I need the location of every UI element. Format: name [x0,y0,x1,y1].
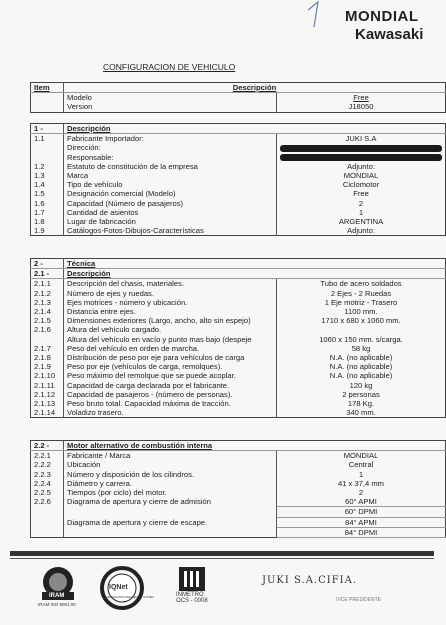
table-row [31,307,446,316]
row-value [277,325,446,334]
table-row [31,460,446,469]
row-value: 1100 mm. [344,307,378,317]
table-row [31,180,446,189]
row-label: Catálogos-Fotos-Dibujos-Características [64,226,277,236]
section-title: Técnica [64,259,446,269]
section-number: 1 - [31,124,64,134]
row-number: 2.1.13 [31,399,64,408]
row-number: 2.1.1 [31,279,64,289]
handwritten-mark [300,0,330,30]
row-value: Free [353,93,369,103]
row-value: Tubo de acero soldados [320,279,402,289]
section-2-2-table [30,440,446,538]
row-value: N.A. (no aplicable) [329,371,393,381]
table-row [31,208,446,217]
row-value: J18050 [348,102,374,112]
row-label: Fabricante Importador: [64,134,277,144]
row-label: Designación comercial (Modelo) [64,189,277,198]
table-row [31,153,446,162]
redacted-text [280,154,442,161]
table-row [31,298,446,307]
row-number: 1.1 [31,134,64,144]
table-row [31,507,446,517]
row-value: 1060 x 150 mm. s/carga. [319,334,403,344]
section-title: Descripción [64,269,446,279]
row-value: Central [348,460,374,470]
row-number: 2.1.6 [31,325,64,334]
table-row [31,488,446,497]
table-row [31,408,446,418]
row-number: 2.1.11 [31,381,64,390]
section-number: 2.1 - [31,269,64,279]
table-row [31,226,446,236]
row-label: Fabricante / Marca [64,451,277,461]
row-number: 2.1.7 [31,344,64,353]
footer-divider-thin [10,558,434,559]
row-value: 2 Ejes - 2 Ruedas [330,288,392,298]
redacted-text [280,145,442,152]
row-number: 2.2.6 [31,497,64,507]
section-title: Motor alternativo de combustión interna [64,441,446,451]
row-label: Altura del vehículo en vacío y punto mas bajo (despeje [64,335,277,344]
row-label: Cantidad de asientos [64,208,277,217]
inmetro-logo: INMETRO OCS - 0008 [170,567,214,611]
row-value: N.A. (no aplicable) [329,353,393,363]
row-label [64,527,277,537]
table-row [31,399,446,408]
row-value: ARGENTINA [338,217,384,227]
row-label: Capacidad de pasajeros - (número de personas). [64,390,277,399]
row-number: 2.2.5 [31,488,64,497]
row-number: 1.9 [31,226,64,236]
row-value: 1 [358,469,364,479]
row-number: 1.4 [31,180,64,189]
table-row [31,189,446,198]
row-label: Responsable: [64,153,277,162]
row-label: Descripción del chasis, materiales. [64,279,277,289]
section-heading-row [31,259,446,269]
table-row [31,289,446,298]
row-label: Número de ejes y ruedas. [64,289,277,298]
row-number: 2.1.8 [31,353,64,362]
table-row [31,199,446,208]
row-number: 2.1.5 [31,316,64,325]
row-number: 1.2 [31,162,64,171]
row-label: Peso por eje (vehículos de carga, remolques). [64,362,277,371]
row-number [31,527,64,537]
row-number [31,335,64,344]
row-number: 2.2.2 [31,460,64,469]
row-value: 178 Kg. [347,399,375,409]
table-row [31,217,446,226]
table-row [31,517,446,527]
row-value: 41 x 37,4 mm [337,478,384,488]
table-row [31,497,446,507]
footer-divider [10,551,434,556]
row-label: Diagrama de apertura y cierre de escape. [64,517,277,527]
table-row [31,371,446,380]
company-signature: JUKI S.A.CIFIA. [262,575,357,586]
row-value: N.A. (no aplicable) [329,362,393,372]
row-number: 1.5 [31,189,64,198]
row-label: Diámetro y carrera. [64,479,277,488]
iram-logo: IRAM IRAM ISO 9001:00 [40,566,76,610]
vehicle-summary-table [30,82,446,113]
section-number: 2 - [31,259,64,269]
table-row [31,143,446,152]
section-number: 2.2 - [31,441,64,451]
row-label: Dimensiones exteriores (Largo, ancho, alto sin espejo) [64,316,277,325]
row-number [31,143,64,152]
row-value: 1 Eje motriz - Trasero [324,297,398,307]
table-row [31,134,446,144]
row-number [31,102,64,112]
section-title: Descripción [64,124,446,134]
row-label: Marca [64,171,277,180]
row-label: Lugar de fabricación [64,217,277,226]
row-value: 2 [358,198,364,208]
row-number: 2.1.3 [31,298,64,307]
row-number: 2.1.12 [31,390,64,399]
row-value: Ciclomotor [342,180,380,190]
row-number: 2.2.1 [31,451,64,461]
row-value: 84° APMI [277,517,446,527]
row-number: 2.2.4 [31,479,64,488]
row-value: 1710 x 680 x 1060 mm. [321,316,401,326]
row-number: 1.3 [31,171,64,180]
row-label: Capacidad (Número de pasajeros) [64,199,277,208]
table-row [31,362,446,371]
row-number: 1.6 [31,199,64,208]
row-value: Free [353,189,369,199]
row-label: Distribución de peso por eje para vehículos de carga [64,353,277,362]
row-label [64,507,277,517]
row-label: Modelo [64,93,277,103]
row-number: 2.1.4 [31,307,64,316]
table-row [31,102,446,112]
row-value: 340 mm. [346,408,376,418]
row-label: Ejes motrices - número y ubicación. [64,298,277,307]
row-label: Version [64,102,277,112]
row-number: 2.1.14 [31,408,64,418]
row-label: Voladizo trasero. [64,408,277,418]
row-label: Estatuto de constitución de la empresa [64,162,277,171]
column-header-item: Item [31,83,64,93]
row-label: Peso bruto total. Capacidad máxima de tracción. [64,399,277,408]
row-label: Peso del vehículo en orden de marcha. [64,344,277,353]
row-number: 1.7 [31,208,64,217]
row-value: 120 kg [349,380,373,390]
row-value: MONDIAL [343,451,379,461]
table-row [31,470,446,479]
row-label: Peso máximo del remolque que se puede acoplar. [64,371,277,380]
row-label: Distancia entre ejes. [64,307,277,316]
document-title: CONFIGURACION DE VEHICULO [103,62,236,72]
section-heading-row [31,124,446,134]
row-value: MONDIAL [343,171,379,181]
table-row [31,325,446,334]
row-value [277,143,446,152]
table-row [31,353,446,362]
row-value: Adjunto: [347,226,375,236]
table-row [31,344,446,353]
row-value: 1 [358,207,364,217]
section-1-table [30,123,446,236]
row-value: 2 [358,488,364,498]
section-heading-row [31,269,446,279]
row-number [31,507,64,517]
row-value: 84° DPMI [277,527,446,537]
section-2-table [30,258,446,418]
row-number: 2.1.2 [31,289,64,298]
table-row [31,390,446,399]
section-heading-row [31,441,446,451]
table-row [31,279,446,289]
row-value: Adjunto: [347,161,375,171]
row-number: 2.1.10 [31,371,64,380]
column-header-description: Descripción [64,83,446,93]
brand-kawasaki-logo: Kawasaki [355,26,424,43]
row-value: 2 personas [342,389,380,399]
row-number [31,153,64,162]
table-row [31,479,446,488]
row-label: Número y disposición de los cilindros. [64,470,277,479]
row-value: 58 kg [351,343,371,353]
row-number [31,517,64,527]
row-number: 2.2.3 [31,470,64,479]
table-row [31,335,446,344]
table-row [31,171,446,180]
row-label: Dirección: [64,143,277,152]
row-number: 1.8 [31,217,64,226]
iqnet-logo: IQNet CERTIFICATED MANAGEMENT SYSTEM [100,566,144,610]
row-label: Tipo de vehículo [64,180,277,189]
row-label: Tiempos (por ciclo) del motor. [64,488,277,497]
table-row [31,316,446,325]
row-number: 2.1.9 [31,362,64,371]
table-row [31,527,446,537]
signature-stamp: VICE PRESIDENTE [336,597,382,603]
row-value: JUKI S.A [345,134,377,144]
row-value [277,153,446,162]
table-row [31,451,446,461]
table-row [31,381,446,390]
table-row [31,93,446,103]
brand-mondial-logo: MONDIAL [345,8,419,25]
row-label: Ubicación [64,460,277,469]
row-label: Capacidad de carga declarada por el fabricante. [64,381,277,390]
row-label: Altura del vehículo cargado. [64,325,277,334]
row-value: 60° DPMI [277,507,446,517]
row-label: Diagrama de apertura y cierre de admisión [64,497,277,507]
row-value: 60° APMI [277,497,446,507]
row-number [31,93,64,103]
table-row [31,162,446,171]
